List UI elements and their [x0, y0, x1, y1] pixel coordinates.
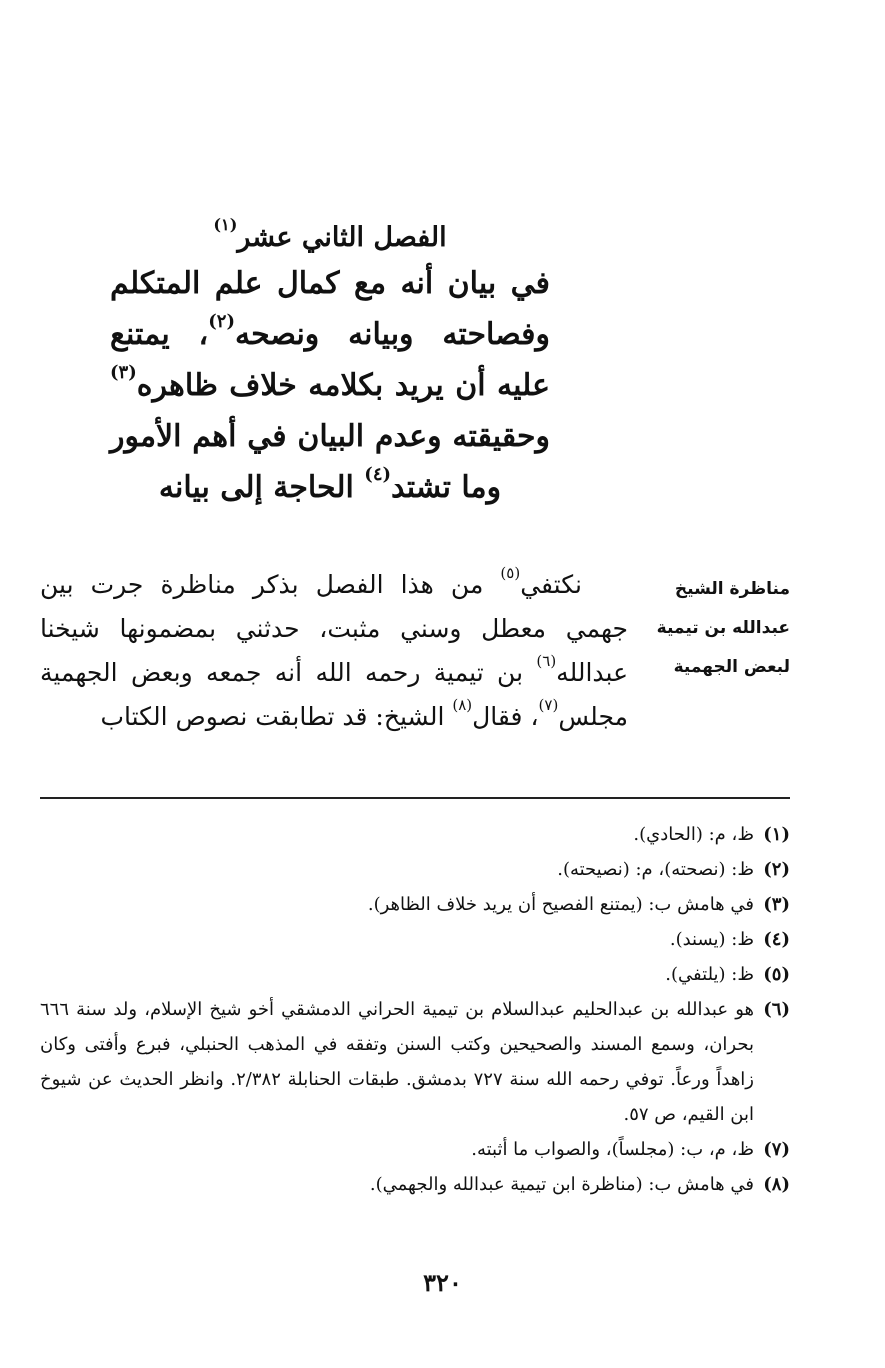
footnote-ref: (٢)	[208, 310, 235, 332]
chapter-subtitle	[100, 258, 560, 513]
margin-note-line: مناظرة الشيخ	[674, 579, 790, 599]
chapter-title	[100, 215, 560, 258]
footnote-ref: (٣)	[110, 361, 137, 383]
subtitle-text: في بيان أنه مع كمال علم المتكلم وفصاحته وبيانه ونصحه	[110, 266, 550, 352]
page-number: ٣٢٠	[423, 1268, 462, 1297]
footnote-text: ظ: (نصحته)، م: (نصيحته).	[557, 859, 754, 880]
chapter-title-text: الفصل الثاني عشر	[237, 222, 447, 253]
footnote-ref: (٨)	[452, 696, 473, 715]
footnote-ref: (٧)	[538, 696, 559, 715]
footnote	[40, 1167, 790, 1202]
footnote-text: ظ، م: (الحادي).	[633, 824, 754, 845]
body-paragraph	[40, 563, 628, 739]
footnote-ref: (٦)	[536, 652, 557, 671]
footnote	[40, 887, 790, 922]
footnote-text: ظ: (يلتفي).	[665, 964, 754, 985]
body-text: الشيخ: قد تطابقت نصوص الكتاب	[100, 702, 453, 731]
footnote-text: في هامش ب: (يمتنع الفصيح أن يريد خلاف الظاهر).	[367, 894, 754, 915]
subtitle-text: الحاجة إلى بيانه	[158, 470, 365, 505]
footnote-divider	[40, 797, 790, 799]
footnotes	[40, 817, 790, 1202]
footnote-ref: (٥)	[500, 564, 521, 583]
margin-note	[650, 570, 790, 687]
body-text: من هذا الفصل بذكر مناظرة جرت بين جهمي معطل وسني مثبت، حدثني بمضمونها شيخنا عبدالله	[40, 570, 628, 687]
footnote-text: ظ، م، ب: (مجلساً)، والصواب ما أثبته.	[471, 1139, 754, 1160]
footnote-number: (١)	[763, 824, 790, 845]
subtitle-text: ، يمتنع عليه أن يريد بكلامه خلاف ظاهره	[110, 317, 550, 403]
footnote	[40, 992, 790, 1132]
footnote-number: (٣)	[763, 894, 790, 915]
footnote-number: (٧)	[763, 1139, 790, 1160]
body-text: بن تيمية رحمه الله أنه جمعه وبعض الجهمية مجلس	[40, 658, 628, 731]
footnote	[40, 852, 790, 887]
footnote-text: ظ: (يسند).	[669, 929, 754, 950]
body-text: نكتفي	[520, 570, 582, 599]
footnote-number: (٨)	[763, 1174, 790, 1195]
footnote-ref: (١)	[213, 215, 238, 235]
subtitle-text: وحقيقته وعدم البيان في أهم الأمور وما تشتد	[110, 419, 550, 505]
footnote-number: (٥)	[763, 964, 790, 985]
chapter-heading	[100, 215, 560, 513]
footnote	[40, 817, 790, 852]
margin-note-line: لبعض الجهمية	[673, 657, 790, 677]
footnote-text: هو عبدالله بن عبدالحليم عبدالسلام بن تيمية الحراني الدمشقي أخو شيخ الإسلام، ولد سنة ٦٦٦ بحران، وسمع المسند والصحيحين وكتب السنن وتفقه في المذهب الحنبلي، فبرع وأفتى وكان زاهداً ورعاً. توفي رحمه الله سنة ٧٢٧ بدمشق. طبقات الحنابلة ٢/٣٨٢. وانظر الحديث عن شيوخ ابن القيم، ص ٥٧.	[40, 999, 755, 1125]
footnote	[40, 922, 790, 957]
footnote	[40, 1132, 790, 1167]
margin-note-line: عبدالله بن تيمية	[656, 618, 790, 638]
footnote-number: (٤)	[763, 929, 790, 950]
footnote-number: (٦)	[763, 999, 790, 1020]
footnote-number: (٢)	[763, 859, 790, 880]
body-text: ، فقال	[472, 702, 539, 731]
footnote	[40, 957, 790, 992]
footnote-ref: (٤)	[364, 463, 392, 485]
footnote-text: في هامش ب: (مناظرة ابن تيمية عبدالله والجهمي).	[369, 1174, 754, 1195]
